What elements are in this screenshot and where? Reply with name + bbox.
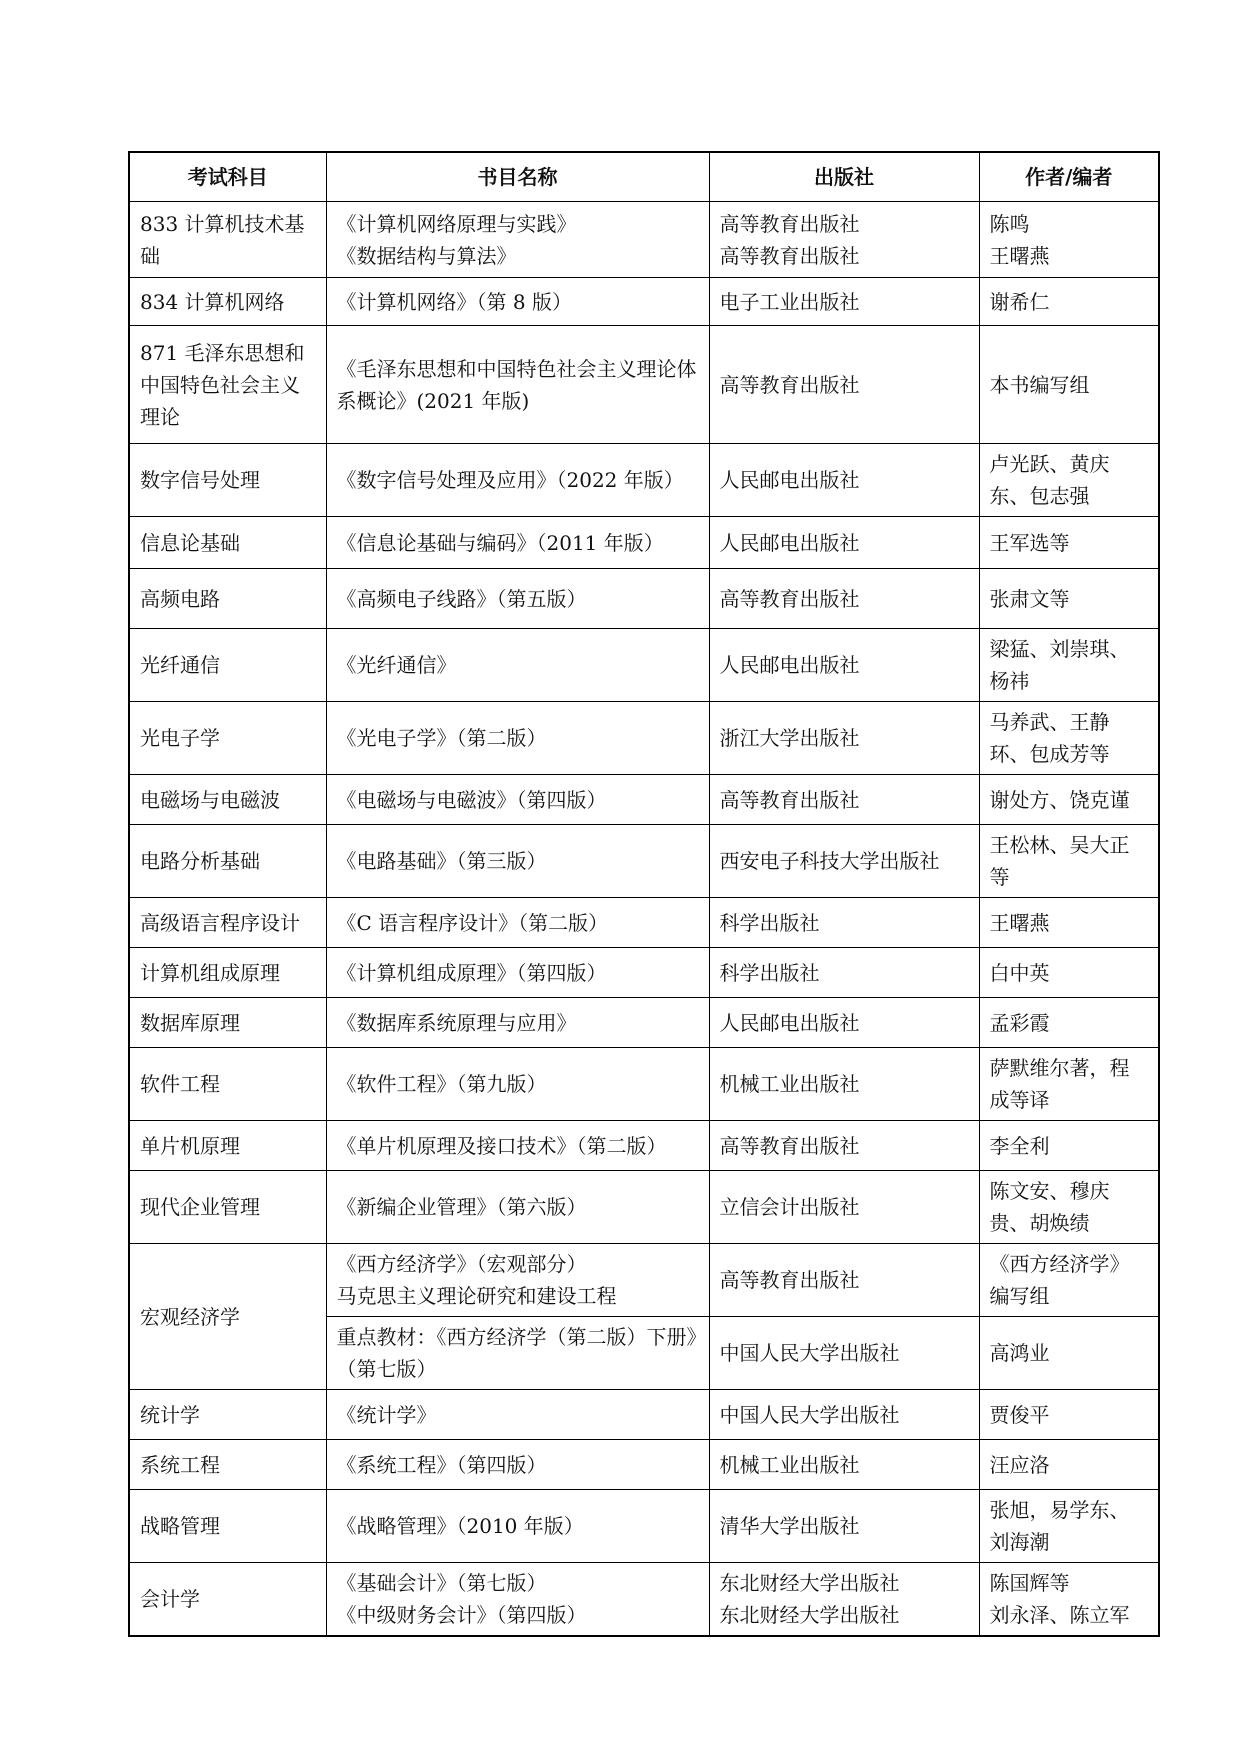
author-cell-text: 萨默维尔著，程成等译 xyxy=(989,1056,1130,1112)
book-title-cell xyxy=(326,1048,709,1121)
author-cell xyxy=(979,1440,1159,1490)
table-header-row xyxy=(129,152,1159,202)
header-subject: 考试科目 xyxy=(129,152,326,202)
header-publisher: 出版社 xyxy=(709,152,979,202)
subject-cell xyxy=(129,1121,326,1171)
subject-cell xyxy=(129,1563,326,1637)
book-title-cell-text: 《软件工程》（第九版） xyxy=(336,1072,547,1096)
book-title-cell-text: 《电磁场与电磁波》（第四版） xyxy=(336,787,607,812)
book-title-cell-text: 《计算机组成原理》（第四版） xyxy=(336,960,607,985)
book-title-cell-text: 《统计学》 xyxy=(336,1402,437,1427)
table-row xyxy=(129,1440,1159,1490)
publisher-cell-text: 东北财经大学出版社 xyxy=(719,1571,900,1595)
author-cell xyxy=(979,948,1159,998)
book-title-cell xyxy=(326,948,709,998)
book-title-cell xyxy=(326,702,709,775)
book-title-cell xyxy=(326,202,709,278)
book-title-cell xyxy=(326,1244,709,1317)
publisher-cell xyxy=(709,1563,979,1637)
subject-cell-text: 光电子学 xyxy=(140,726,220,750)
table-row xyxy=(129,702,1159,775)
header-author: 作者/编者 xyxy=(979,152,1159,202)
publisher-cell-text: 西安电子科技大学出版社 xyxy=(719,849,940,873)
book-title-cell-text: 《计算机网络原理与实践》 xyxy=(336,211,577,236)
publisher-cell xyxy=(709,775,979,825)
publisher-cell-text: 机械工业出版社 xyxy=(719,1452,860,1477)
publisher-cell xyxy=(709,517,979,569)
author-cell-text: 《西方经济学》编写组 xyxy=(989,1252,1130,1308)
book-title-cell-text: 《基础会计》（第七版） xyxy=(336,1571,547,1595)
publisher-cell xyxy=(709,326,979,444)
subject-cell xyxy=(129,1244,326,1390)
author-cell xyxy=(979,1171,1159,1244)
reference-book-table xyxy=(128,151,1160,1637)
book-title-cell-text: 《中级财务会计》（第四版） xyxy=(336,1603,587,1627)
publisher-cell xyxy=(709,278,979,326)
subject-cell-text: 数字信号处理 xyxy=(140,468,260,492)
author-cell-text: 张旭，易学东、刘海潮 xyxy=(989,1498,1130,1554)
author-cell xyxy=(979,1244,1159,1317)
subject-cell-text: 单片机原理 xyxy=(140,1133,240,1158)
subject-cell-text: 电路分析基础 xyxy=(140,849,260,873)
author-cell-text: 孟彩霞 xyxy=(989,1010,1050,1035)
author-cell xyxy=(979,326,1159,444)
publisher-cell-text: 东北财经大学出版社 xyxy=(719,1603,900,1627)
author-cell xyxy=(979,444,1159,517)
table-row xyxy=(129,278,1159,326)
book-title-cell xyxy=(326,1563,709,1637)
author-cell xyxy=(979,1490,1159,1563)
publisher-cell-text: 高等教育出版社 xyxy=(719,211,860,236)
publisher-cell-text: 科学出版社 xyxy=(719,910,820,935)
book-title-cell xyxy=(326,1171,709,1244)
book-title-cell xyxy=(326,1121,709,1171)
table-row xyxy=(129,825,1159,898)
book-title-cell xyxy=(326,326,709,444)
author-cell-text: 汪应洛 xyxy=(989,1452,1050,1477)
subject-cell-text: 统计学 xyxy=(140,1402,200,1427)
book-title-cell xyxy=(326,1317,709,1390)
author-cell-text: 王松林、吴大正等 xyxy=(989,833,1130,889)
table-row xyxy=(129,1244,1159,1317)
publisher-cell xyxy=(709,202,979,278)
book-title-cell-text: 重点教材：《西方经济学（第二版）下册》（第七版） xyxy=(336,1325,697,1381)
author-cell-text: 王曙燕 xyxy=(989,910,1050,935)
book-title-cell-text: 《单片机原理及接口技术》（第二版） xyxy=(336,1133,667,1158)
publisher-cell xyxy=(709,629,979,702)
author-cell-text: 贾俊平 xyxy=(989,1402,1050,1427)
publisher-cell-text: 科学出版社 xyxy=(719,960,820,985)
table-row xyxy=(129,444,1159,517)
publisher-cell xyxy=(709,1390,979,1440)
subject-cell xyxy=(129,998,326,1048)
author-cell-text: 高鸿业 xyxy=(989,1341,1050,1365)
subject-cell-text: 电磁场与电磁波 xyxy=(140,787,280,812)
book-title-cell xyxy=(326,278,709,326)
author-cell-text: 陈鸣 xyxy=(989,211,1030,236)
author-cell-text: 王军选等 xyxy=(989,530,1070,555)
subject-cell-text: 系统工程 xyxy=(140,1452,220,1477)
subject-cell xyxy=(129,1390,326,1440)
table-row xyxy=(129,629,1159,702)
subject-cell-text: 信息论基础 xyxy=(140,530,240,555)
book-title-cell-text: 《计算机网络》（第 8 版） xyxy=(336,289,572,314)
author-cell-text: 马养武、王静环、包成芳等 xyxy=(989,710,1110,766)
subject-cell xyxy=(129,702,326,775)
book-title-cell xyxy=(326,898,709,948)
table-row xyxy=(129,326,1159,444)
table-row xyxy=(129,775,1159,825)
book-title-cell-text: 《西方经济学》（宏观部分） xyxy=(336,1252,587,1276)
author-cell xyxy=(979,517,1159,569)
publisher-cell xyxy=(709,702,979,775)
header-book-title: 书目名称 xyxy=(326,152,709,202)
author-cell xyxy=(979,775,1159,825)
publisher-cell xyxy=(709,1244,979,1317)
subject-cell xyxy=(129,517,326,569)
table-row xyxy=(129,1390,1159,1440)
book-title-cell xyxy=(326,1390,709,1440)
publisher-cell-text: 高等教育出版社 xyxy=(719,787,860,812)
book-title-cell-text: 《战略管理》（2010 年版） xyxy=(336,1514,584,1538)
author-cell-text: 卢光跃、黄庆东、包志强 xyxy=(989,452,1110,508)
publisher-cell-text: 中国人民大学出版社 xyxy=(719,1341,900,1365)
author-cell-text: 梁猛、刘崇琪、杨祎 xyxy=(989,637,1130,693)
subject-cell xyxy=(129,1048,326,1121)
book-title-cell xyxy=(326,517,709,569)
author-cell xyxy=(979,898,1159,948)
subject-cell xyxy=(129,948,326,998)
book-title-cell-text: 《光电子学》（第二版） xyxy=(336,726,547,750)
publisher-cell xyxy=(709,898,979,948)
publisher-cell-text: 高等教育出版社 xyxy=(719,1133,860,1158)
book-title-cell xyxy=(326,1490,709,1563)
subject-cell-text: 计算机组成原理 xyxy=(140,960,280,985)
author-cell xyxy=(979,629,1159,702)
table-row xyxy=(129,1490,1159,1563)
author-cell-text: 白中英 xyxy=(989,960,1050,985)
publisher-cell-text: 中国人民大学出版社 xyxy=(719,1402,900,1427)
book-title-cell-text: 《数据库系统原理与应用》 xyxy=(336,1010,577,1035)
table-row xyxy=(129,202,1159,278)
subject-cell xyxy=(129,1440,326,1490)
book-title-cell xyxy=(326,775,709,825)
subject-cell-text: 会计学 xyxy=(140,1587,200,1611)
publisher-cell-text: 浙江大学出版社 xyxy=(719,726,860,750)
book-title-cell-text: 《数据结构与算法》 xyxy=(336,243,517,268)
book-title-cell-text: 《系统工程》（第四版） xyxy=(336,1452,547,1477)
author-cell-text: 刘永泽、陈立军 xyxy=(989,1603,1130,1627)
subject-cell xyxy=(129,775,326,825)
book-title-cell-text: 《光纤通信》 xyxy=(336,653,457,677)
subject-cell-text: 战略管理 xyxy=(140,1514,220,1538)
table-row xyxy=(129,1563,1159,1637)
subject-cell-text: 833 计算机技术基础 xyxy=(140,211,305,268)
book-title-cell xyxy=(326,998,709,1048)
author-cell-text: 陈国辉等 xyxy=(989,1571,1070,1595)
author-cell xyxy=(979,569,1159,629)
author-cell-text: 王曙燕 xyxy=(989,243,1050,268)
publisher-cell-text: 人民邮电出版社 xyxy=(719,1010,860,1035)
table-body xyxy=(129,202,1159,1637)
subject-cell-text: 高频电路 xyxy=(140,586,220,611)
subject-cell-text: 软件工程 xyxy=(140,1072,220,1096)
author-cell xyxy=(979,1048,1159,1121)
subject-cell-text: 871 毛泽东思想和中国特色社会主义理论 xyxy=(140,340,305,429)
author-cell xyxy=(979,202,1159,278)
publisher-cell xyxy=(709,1440,979,1490)
publisher-cell-text: 人民邮电出版社 xyxy=(719,530,860,555)
table-row xyxy=(129,517,1159,569)
subject-cell xyxy=(129,444,326,517)
author-cell-text: 本书编写组 xyxy=(989,372,1090,397)
publisher-cell xyxy=(709,1171,979,1244)
author-cell xyxy=(979,998,1159,1048)
subject-cell xyxy=(129,825,326,898)
subject-cell xyxy=(129,898,326,948)
publisher-cell-text: 高等教育出版社 xyxy=(719,372,860,397)
publisher-cell xyxy=(709,948,979,998)
book-title-cell xyxy=(326,629,709,702)
book-title-cell-text: 《新编企业管理》（第六版） xyxy=(336,1195,587,1219)
subject-cell xyxy=(129,1171,326,1244)
subject-cell-text: 现代企业管理 xyxy=(140,1195,260,1219)
book-title-cell xyxy=(326,444,709,517)
subject-cell xyxy=(129,326,326,444)
book-title-cell-text: 《高频电子线路》（第五版） xyxy=(336,586,587,611)
subject-cell xyxy=(129,278,326,326)
author-cell-text: 李全利 xyxy=(989,1133,1050,1158)
publisher-cell xyxy=(709,1490,979,1563)
author-cell xyxy=(979,702,1159,775)
table-row xyxy=(129,898,1159,948)
publisher-cell-text: 高等教育出版社 xyxy=(719,243,860,268)
subject-cell xyxy=(129,629,326,702)
book-title-cell-text: 《信息论基础与编码》（2011 年版） xyxy=(336,530,664,555)
author-cell-text: 陈文安、穆庆贵、胡焕绩 xyxy=(989,1179,1110,1235)
author-cell xyxy=(979,825,1159,898)
book-title-cell xyxy=(326,569,709,629)
book-title-cell-text: 《毛泽东思想和中国特色社会主义理论体系概论》(2021 年版) xyxy=(336,356,697,413)
subject-cell xyxy=(129,569,326,629)
subject-cell xyxy=(129,202,326,278)
publisher-cell-text: 机械工业出版社 xyxy=(719,1072,860,1096)
publisher-cell-text: 高等教育出版社 xyxy=(719,1268,860,1292)
author-cell xyxy=(979,1563,1159,1637)
author-cell xyxy=(979,278,1159,326)
subject-cell xyxy=(129,1490,326,1563)
publisher-cell xyxy=(709,1048,979,1121)
table-row xyxy=(129,1048,1159,1121)
book-title-cell-text: 《电路基础》（第三版） xyxy=(336,849,547,873)
book-title-cell xyxy=(326,825,709,898)
publisher-cell-text: 立信会计出版社 xyxy=(719,1195,860,1219)
subject-cell-text: 光纤通信 xyxy=(140,653,220,677)
publisher-cell-text: 电子工业出版社 xyxy=(719,289,860,314)
publisher-cell xyxy=(709,1121,979,1171)
author-cell xyxy=(979,1121,1159,1171)
author-cell xyxy=(979,1390,1159,1440)
author-cell-text: 谢处方、饶克谨 xyxy=(989,787,1130,812)
author-cell-text: 张肃文等 xyxy=(989,586,1070,611)
author-cell xyxy=(979,1317,1159,1390)
author-cell-text: 谢希仁 xyxy=(989,289,1050,314)
publisher-cell xyxy=(709,569,979,629)
publisher-cell xyxy=(709,1317,979,1390)
subject-cell-text: 高级语言程序设计 xyxy=(140,910,300,935)
publisher-cell-text: 高等教育出版社 xyxy=(719,586,860,611)
table-row xyxy=(129,998,1159,1048)
book-title-cell-text: 《C 语言程序设计》（第二版） xyxy=(336,910,609,935)
subject-cell-text: 数据库原理 xyxy=(140,1010,240,1035)
publisher-cell xyxy=(709,998,979,1048)
book-title-cell xyxy=(326,1440,709,1490)
subject-cell-text: 宏观经济学 xyxy=(140,1304,240,1329)
table-row xyxy=(129,948,1159,998)
table-row xyxy=(129,1121,1159,1171)
subject-cell-text: 834 计算机网络 xyxy=(140,289,285,314)
publisher-cell xyxy=(709,444,979,517)
table-row xyxy=(129,569,1159,629)
book-title-cell-text: 马克思主义理论研究和建设工程 xyxy=(336,1284,617,1308)
publisher-cell-text: 人民邮电出版社 xyxy=(719,653,860,677)
publisher-cell-text: 人民邮电出版社 xyxy=(719,468,860,492)
book-title-cell-text: 《数字信号处理及应用》（2022 年版） xyxy=(336,468,684,492)
publisher-cell xyxy=(709,825,979,898)
publisher-cell-text: 清华大学出版社 xyxy=(719,1514,860,1538)
table-row xyxy=(129,1171,1159,1244)
